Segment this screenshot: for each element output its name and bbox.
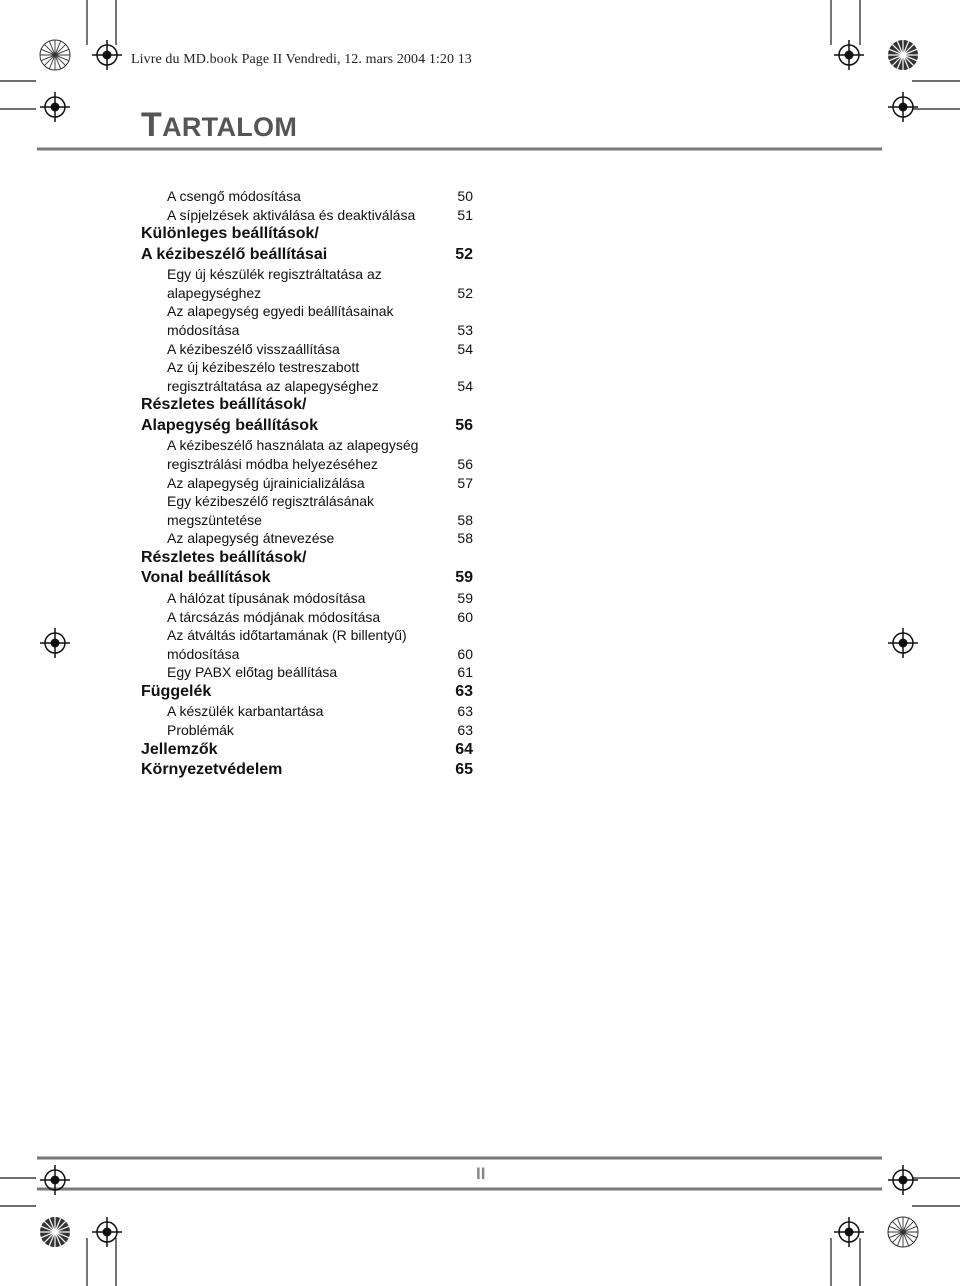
toc-heading [141,548,473,569]
toc-heading [141,568,473,589]
toc-heading [141,224,473,245]
toc-page-number: 53 [457,321,473,338]
toc-page-number: 56 [455,416,473,434]
toc-entry-title: alapegységhez [167,284,262,301]
toc-entry-title: A kézibeszélő visszaállítása [167,340,340,357]
toc-entry [141,187,473,206]
toc-entry-title: Az alapegység egyedi beállításainak [167,303,394,320]
toc-entry [141,626,473,645]
toc-entry [141,265,473,284]
toc-entry-title: Jellemzők [141,740,218,758]
toc-entry-title: A sípjelzések aktiválása és deaktiválása [167,206,416,223]
toc-entry [141,663,473,682]
toc-entry-title: Alapegység beállítások [141,416,318,434]
toc-heading [141,245,473,266]
toc-entry-title: módosítása [167,645,240,662]
toc-entry [141,321,473,340]
toc-page-number: 63 [455,682,473,700]
toc-heading [141,416,473,437]
table-of-contents [141,187,473,781]
toc-heading [141,740,473,761]
toc-entry-title: A kézibeszélő beállításai [141,245,328,263]
toc-entry-title: A kézibeszélő használata az alapegység [167,437,419,454]
toc-entry-title: Függelék [141,682,212,700]
toc-page-number: 61 [457,664,473,681]
toc-page-number: 52 [457,284,473,301]
toc-page-number: 56 [457,455,473,472]
toc-entry [141,436,473,455]
toc-entry-title: Részletes beállítások/ [141,396,307,414]
toc-entry-title: Részletes beállítások/ [141,548,307,566]
toc-page-number: 54 [457,377,473,394]
toc-entry [141,721,473,740]
toc-page-number: 58 [457,530,473,547]
page-folio: II [476,1164,486,1183]
toc-page-number: 64 [455,740,473,758]
toc-entry [141,455,473,474]
toc-entry-title: Problémák [167,721,234,738]
toc-page-number: 57 [457,474,473,491]
toc-entry-title: regisztráltatása az alapegységhez [167,377,379,394]
title-initial: T [141,106,163,144]
toc-page-number: 50 [457,188,473,204]
toc-heading [141,682,473,703]
toc-heading [141,760,473,781]
toc-entry-title: Az átváltás időtartamának (R billentyű) [167,627,407,644]
toc-entry-title: A tárcsázás módjának módosítása [167,608,381,625]
toc-entry-title: Az alapegység újrainicializálása [167,474,365,491]
toc-page-number: 52 [455,245,473,263]
toc-page-number: 60 [457,645,473,662]
toc-entry [141,608,473,627]
toc-entry-title: Környezetvédelem [141,761,283,779]
toc-entry [141,340,473,359]
toc-page-number: 63 [457,721,473,738]
toc-heading [141,395,473,416]
toc-entry [141,474,473,493]
toc-entry [141,492,473,511]
toc-page-number: 59 [455,569,473,587]
toc-page-number: 59 [457,589,473,606]
toc-page-number: 63 [457,703,473,720]
page-title [141,105,297,147]
toc-entry [141,511,473,530]
toc-entry [141,377,473,396]
toc-entry [141,358,473,377]
toc-page-number: 54 [457,340,473,357]
toc-entry [141,529,473,548]
toc-entry-title: Különleges beállítások/ [141,225,319,243]
title-rest: ARTALOM [162,112,298,142]
toc-entry [141,645,473,664]
toc-entry [141,302,473,321]
toc-page-number: 58 [457,511,473,528]
toc-entry-title: A hálózat típusának módosítása [167,589,366,606]
toc-entry [141,702,473,721]
toc-entry-title: Egy kézibeszélő regisztrálásának [167,493,374,510]
toc-entry-title: Egy PABX előtag beállítása [167,664,338,681]
toc-entry [141,284,473,303]
toc-page-number: 60 [457,608,473,625]
toc-entry-title: Az új kézibeszélo testreszabott [167,359,360,376]
toc-entry-title: Az alapegység átnevezése [167,530,335,547]
toc-page-number: 51 [457,206,473,223]
toc-entry-title: módosítása [167,321,240,338]
toc-entry-title: A csengő módosítása [167,188,301,204]
print-slug: Livre du MD.book Page II Vendredi, 12. mars 2004 1:20 13 [131,52,472,67]
toc-entry [141,206,473,225]
toc-page-number: 65 [455,761,473,779]
toc-entry-title: megszüntetése [167,511,262,528]
toc-entry-title: regisztrálási módba helyezéséhez [167,455,378,472]
toc-entry [141,589,473,608]
toc-entry-title: Egy új készülék regisztráltatása az [167,266,382,283]
toc-entry-title: Vonal beállítások [141,569,271,587]
toc-entry-title: A készülék karbantartása [167,703,324,720]
